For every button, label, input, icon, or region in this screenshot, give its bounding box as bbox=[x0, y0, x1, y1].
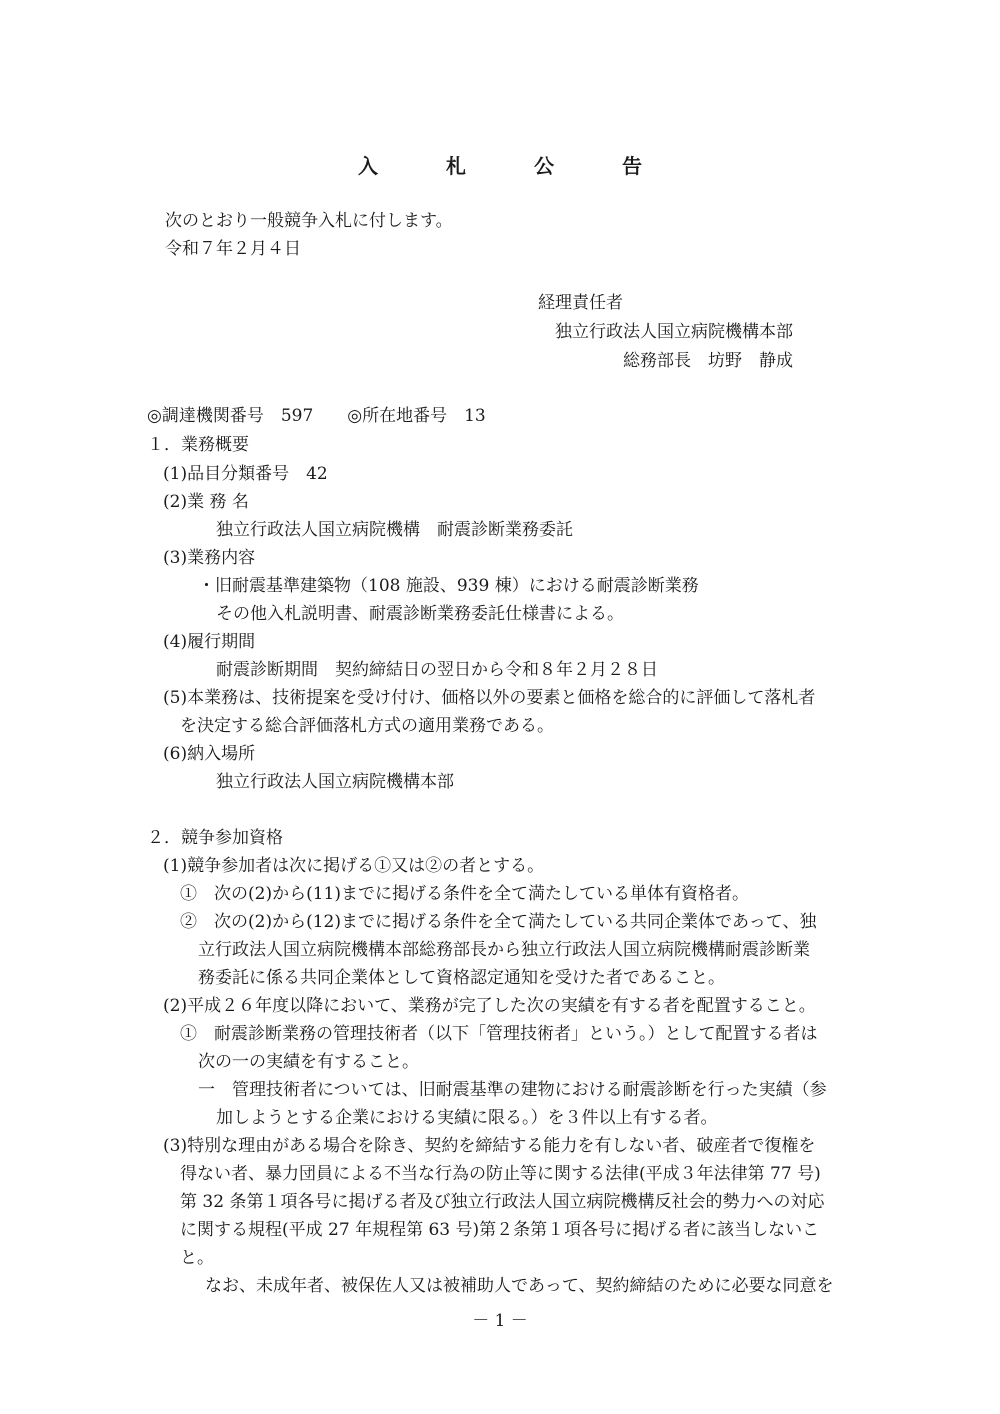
item-5-line-1: (5)本業務は、技術提案を受け付け、価格以外の要素と価格を総合的に評価して落札者 bbox=[163, 688, 816, 708]
item-name-value: 独立行政法人国立病院機構 耐震診断業務委託 bbox=[216, 520, 573, 540]
item-period-label: (4)履行期間 bbox=[163, 632, 256, 652]
item-classification: (1)品目分類番号 42 bbox=[163, 464, 328, 484]
item-5-line-2: を決定する総合評価落札方式の適用業務である。 bbox=[180, 716, 554, 736]
qual-2: (2)平成２６年度以降において、業務が完了した次の実績を有する者を配置すること。 bbox=[163, 996, 816, 1016]
qual-2-b-line-1: 一 管理技術者については、旧耐震基準の建物における耐震診断を行った実績（参 bbox=[198, 1080, 827, 1100]
qual-2-b-line-2: 加しようとする企業における実績に限る。）を３件以上有する者。 bbox=[216, 1108, 718, 1128]
issuer-org: 独立行政法人国立病院機構本部 bbox=[555, 322, 793, 342]
qual-3-line-4: に関する規程(平成 27 年規程第 63 号)第２条第１項各号に掲げる者に該当しないこ bbox=[180, 1220, 820, 1240]
page-number: － 1 － bbox=[472, 1311, 528, 1331]
item-delivery-label: (6)納入場所 bbox=[163, 744, 256, 764]
procurement-codes: ◎調達機関番号 597 ◎所在地番号 13 bbox=[147, 406, 486, 426]
section-2-heading: ２．競争参加資格 bbox=[147, 828, 283, 848]
item-content-a: ・旧耐震基準建築物（108 施設、939 棟）における耐震診断業務 bbox=[198, 576, 699, 596]
item-content-label: (3)業務内容 bbox=[163, 548, 256, 568]
qual-3-line-3: 第 32 条第１項各号に掲げる者及び独立行政法人国立病院機構反社会的勢力への対応 bbox=[180, 1192, 825, 1212]
section-1-heading: １．業務概要 bbox=[147, 435, 249, 455]
document-title: 入 札 公 告 bbox=[358, 154, 666, 178]
issuer-role: 経理責任者 bbox=[538, 293, 623, 313]
qual-2-a-line-2: 次の一の実績を有すること。 bbox=[198, 1052, 419, 1072]
qual-3-line-2: 得ない者、暴力団員による不当な行為の防止等に関する法律(平成３年法律第 77 号) bbox=[180, 1164, 821, 1184]
qual-1: (1)競争参加者は次に掲げる①又は②の者とする。 bbox=[163, 856, 545, 876]
qual-1-b-line-1: ② 次の(2)から(12)までに掲げる条件を全て満たしている共同企業体であって、独 bbox=[180, 912, 817, 932]
qual-1-b-line-3: 務委託に係る共同企業体として資格認定通知を受けた者であること。 bbox=[198, 968, 725, 988]
qual-3-line-5: と。 bbox=[180, 1248, 214, 1268]
item-content-b: その他入札説明書、耐震診断業務委託仕様書による。 bbox=[216, 604, 624, 624]
qual-3-note: なお、未成年者、被保佐人又は被補助人であって、契約締結のために必要な同意を bbox=[205, 1276, 834, 1296]
qual-2-a-line-1: ① 耐震診断業務の管理技術者（以下「管理技術者」という。）として配置する者は bbox=[180, 1024, 818, 1044]
item-name-label: (2)業 務 名 bbox=[163, 492, 249, 512]
issuer-person: 総務部長 坊野 静成 bbox=[623, 351, 793, 371]
qual-1-b-line-2: 立行政法人国立病院機構本部総務部長から独立行政法人国立病院機構耐震診断業 bbox=[198, 940, 810, 960]
notice-date: 令和７年２月４日 bbox=[165, 239, 301, 259]
qual-3-line-1: (3)特別な理由がある場合を除き、契約を締結する能力を有しない者、破産者で復権を bbox=[163, 1136, 816, 1156]
item-delivery-value: 独立行政法人国立病院機構本部 bbox=[216, 772, 454, 792]
qual-1-a: ① 次の(2)から(11)までに掲げる条件を全て満たしている単体有資格者。 bbox=[180, 884, 749, 904]
intro-text: 次のとおり一般競争入札に付します。 bbox=[165, 211, 453, 231]
item-period-value: 耐震診断期間 契約締結日の翌日から令和８年２月２８日 bbox=[216, 660, 658, 680]
